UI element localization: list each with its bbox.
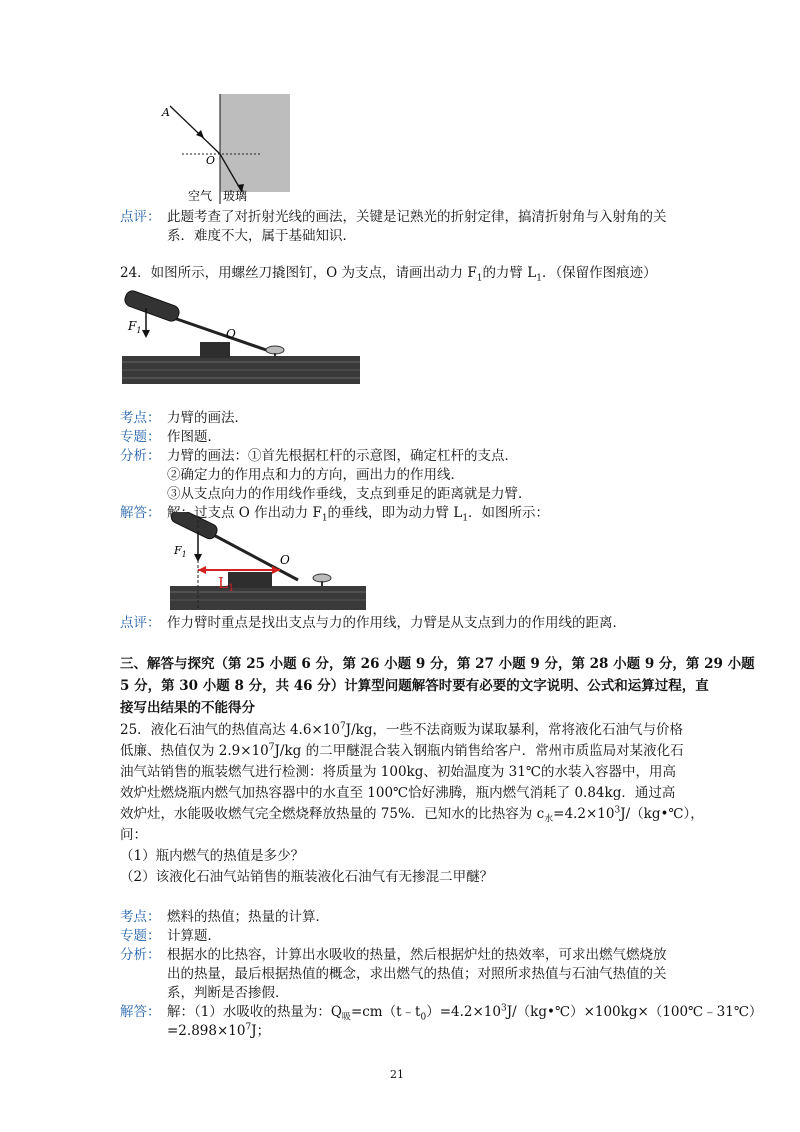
kaodian-text: 力臂的画法． xyxy=(167,410,248,426)
screwdriver-handle xyxy=(169,512,219,541)
refraction-figure xyxy=(160,92,300,210)
fenxi-text: 根据水的比热容，计算出水吸收的热量，然后根据炉灶的热效率，可求出燃气燃烧放 xyxy=(167,947,667,963)
fenxi-text: ②确定力的作用点和力的方向，画出力的作用线． xyxy=(167,467,464,483)
incident-arrow-icon xyxy=(196,130,204,138)
question-25-stem: 低廉、热值仅为 $2.9\times 10^7J/kg$ 的二甲醚混合装入钢瓶内销售给客户．常州市质监局对某液化石 xyxy=(120,742,684,759)
label-o: O xyxy=(226,327,236,341)
question-24-stem: 24．如图所示，用螺丝刀撬图钉，O 为支点，请画出动力 $F_1$的力臂 $L_1$．（保留作图痕迹） xyxy=(120,265,657,284)
fenxi-text: ③从支点向力的作用线作垂线，支点到垂足的距离就是力臂． xyxy=(167,486,532,502)
dianping-label: 点评： xyxy=(120,615,161,631)
pushpin xyxy=(266,346,284,354)
board xyxy=(170,586,366,610)
fulcrum-block xyxy=(200,342,230,358)
incident-ray xyxy=(170,106,220,154)
kaodian-text: 燃料的热值；热量的计算． xyxy=(167,909,329,925)
section-heading: 5 分，第 30 小题 8 分，共 46 分）计算型问题解答时要有必要的文字说明、公式和运算过程，直 xyxy=(120,678,709,694)
question-25-stem: 效炉灶燃烧瓶内燃气加热容器中的水直至 100℃恰好沸腾，瓶内燃气消耗了 0.84kg．通过高 xyxy=(120,785,676,801)
jieda-text: 解：过支点 O 作出动力 $F_1$的垂线，即为动力臂 $L_1$．如图所示： xyxy=(167,505,550,524)
fenxi-label: 分析： xyxy=(120,947,161,963)
zhuanti-label: 专题： xyxy=(120,429,161,445)
screwdriver-figure xyxy=(120,286,362,386)
fenxi-text: 出的热量，最后根据热值的概念，求出燃气的热值；对照所求热值与石油气热值的关 xyxy=(167,966,667,982)
fenxi-text: 力臂的画法：①首先根据杠杆的示意图，确定杠杆的支点． xyxy=(167,448,518,464)
label-f1: $F_1$ xyxy=(128,319,142,335)
kaodian-label: 考点： xyxy=(120,410,161,426)
label-glass: 玻璃 xyxy=(223,189,248,203)
zhuanti-label: 专题： xyxy=(120,928,161,944)
fulcrum-block xyxy=(228,572,272,588)
label-air: 空气 xyxy=(188,189,213,203)
pushpin xyxy=(313,574,331,582)
kaodian-label: 考点： xyxy=(120,909,161,925)
glass-block xyxy=(220,94,290,192)
fenxi-text: 系，判断是否掺假． xyxy=(167,985,289,1001)
sub-question-2: （2）该液化石油气站销售的瓶装液化石油气有无掺混二甲醚？ xyxy=(120,869,494,885)
jieda-text: $=2.898\times 10^7J$； xyxy=(167,1022,271,1039)
section-heading: 接写出结果的不能得分 xyxy=(120,700,255,716)
label-l1: $L_1$ xyxy=(218,574,235,594)
question-25-stem: 25．液化石油气的热值高达 $4.6\times 10^7J/kg$，一些不法商贩为谋取暴利，常将液化石油气与价格 xyxy=(120,721,683,738)
label-f1: $F_1$ xyxy=(174,544,187,559)
question-25-stem: 问： xyxy=(120,827,147,843)
jieda-label: 解答： xyxy=(120,1004,161,1020)
lever-arm-arrow-icon xyxy=(198,566,206,574)
jieda-text: 解：（1）水吸收的热量为：$Q_吸=cm(t﹣t_0)=4.2\times 10^3J/(kg•℃)\times 100kg\times(100℃﹣31℃)$ xyxy=(167,1003,763,1023)
jieda-label: 解答： xyxy=(120,505,161,521)
lever-arm-answer-figure xyxy=(168,512,368,612)
dianping-text: 作力臂时重点是找出支点与力的作用线，力臂是从支点到力的作用线的距离． xyxy=(167,615,626,631)
fenxi-label: 分析： xyxy=(120,448,161,464)
section-heading: 三、解答与探究（第 25 小题 6 分，第 26 小题 9 分，第 27 小题 9 分，第 28 小题 9 分，第 29 小题 xyxy=(120,656,755,672)
zhuanti-text: 作图题． xyxy=(167,429,221,445)
page-number: 21 xyxy=(390,1068,404,1081)
label-o: O xyxy=(206,154,216,167)
comment-text: 系．难度不大，属于基础知识． xyxy=(167,228,356,244)
question-25-stem: 油气站销售的瓶装燃气进行检测：将质量为 100kg、初始温度为 31℃的水装入容器中，用高 xyxy=(120,764,676,780)
label-o: O xyxy=(280,553,290,567)
screwdriver-handle xyxy=(123,289,181,323)
comment-label: 点评： xyxy=(120,209,161,225)
label-a: A xyxy=(162,106,170,119)
comment-text: 此题考查了对折射光线的画法，关键是记熟光的折射定律，搞清折射角与入射角的关 xyxy=(167,209,667,225)
zhuanti-text: 计算题． xyxy=(167,928,221,944)
force-arrow-icon xyxy=(194,554,202,562)
question-25-stem: 效炉灶，水能吸收燃气完全燃烧释放热量的 75%．已知水的比热容为 $c_水=4.2\times 10^3J/(kg•℃)$， xyxy=(120,805,704,825)
sub-question-1: （1）瓶内燃气的热值是多少？ xyxy=(120,848,305,864)
force-arrow-icon xyxy=(142,330,150,338)
